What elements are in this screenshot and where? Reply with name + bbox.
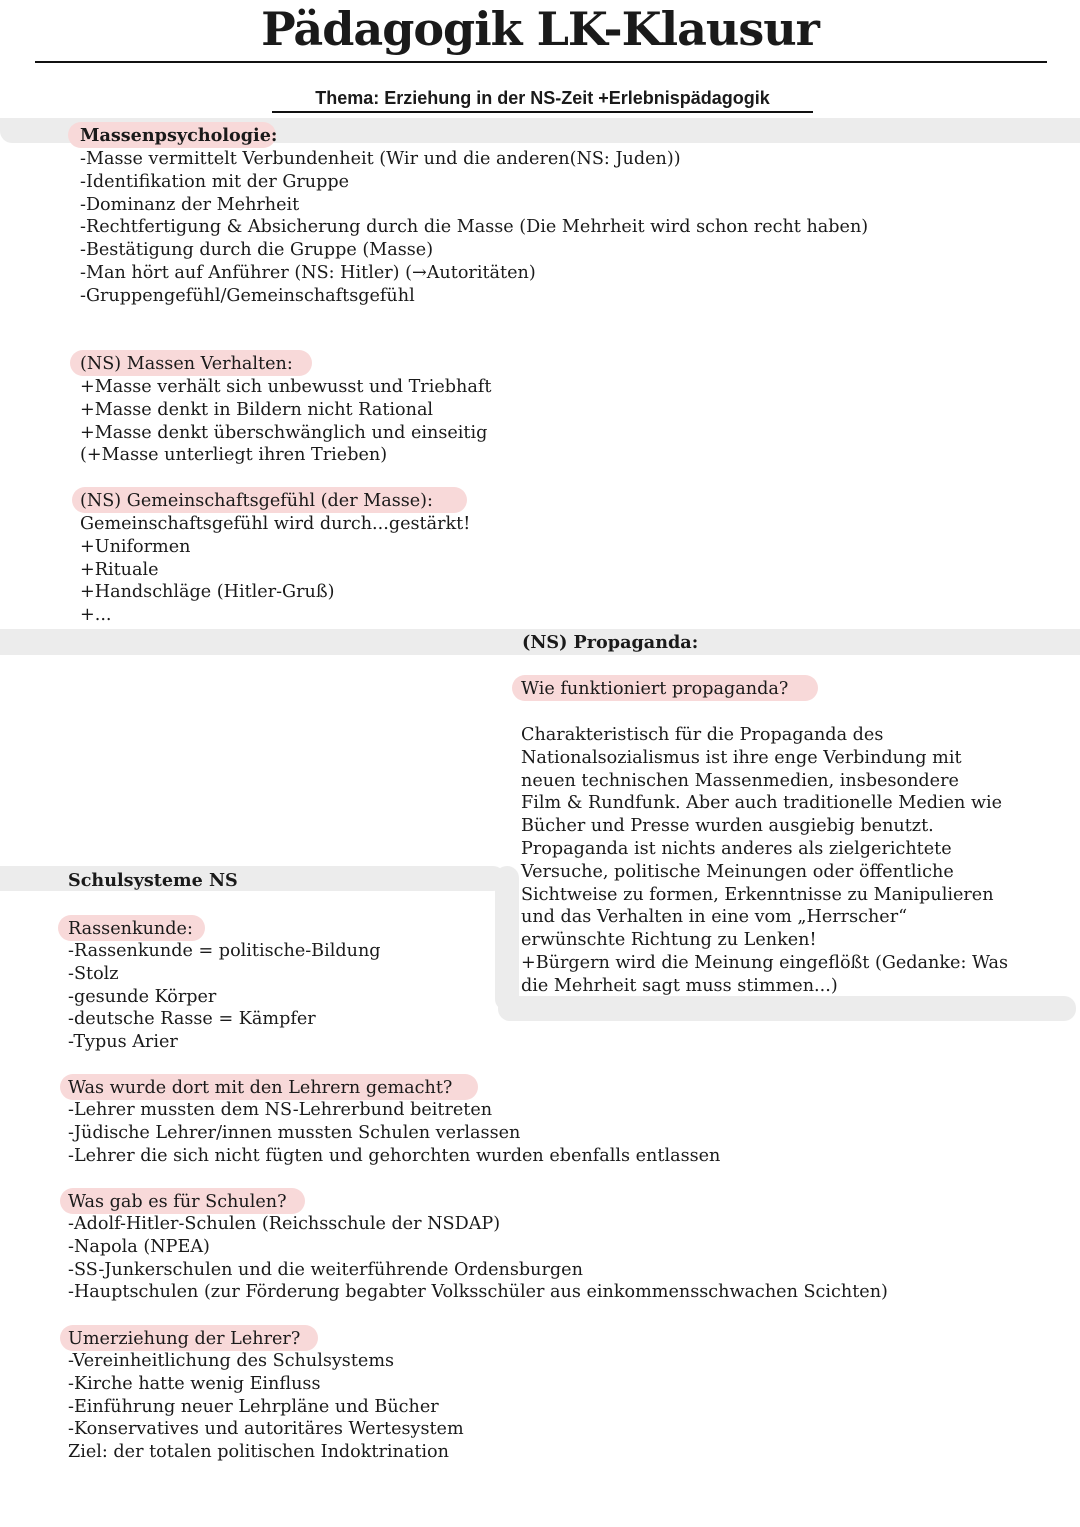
massenpsychologie-list — [80, 148, 868, 308]
list-item: -Rechtfertigung & Absicherung durch die Masse (Die Mehrheit wird schon recht haben) — [80, 217, 869, 238]
topic-heading: Thema: Erziehung in der NS-Zeit +Erlebnispädagogik — [272, 88, 813, 113]
paragraph-line: die Mehrheit sagt muss stimmen...) — [521, 975, 838, 996]
massen-verhalten-list — [80, 376, 491, 467]
paragraph-line: +Bürgern wird die Meinung eingeflößt (Gedanke: Was — [521, 952, 1009, 973]
gemeinschaftsgefuehl-list — [80, 513, 470, 627]
paragraph-line: erwünschte Richtung zu Lenken! — [521, 930, 817, 951]
list-item: -Vereinheitlichung des Schulsystems — [68, 1351, 395, 1371]
paragraph-line: und das Verhalten in eine vom „Herrscher“ — [521, 907, 908, 928]
propaganda-box-side — [495, 866, 519, 1011]
list-item: Ziel: der totalen politischen Indoktrination — [68, 1442, 449, 1463]
list-item: -Typus Arier — [68, 1032, 178, 1053]
propaganda-heading: (NS) Propaganda: — [522, 632, 699, 653]
lehrer-list — [68, 1099, 720, 1167]
list-item: -deutsche Rasse = Kämpfer — [68, 1009, 316, 1030]
umerziehung-heading: Umerziehung der Lehrer? — [68, 1329, 301, 1349]
gemeinschaftsgefuehl-heading: (NS) Gemeinschaftsgefühl (der Masse): — [80, 491, 433, 511]
list-item: +Handschläge (Hitler-Gruß) — [80, 582, 335, 603]
schulen-heading: Was gab es für Schulen? — [68, 1192, 287, 1212]
list-item: -Kirche hatte wenig Einfluss — [68, 1373, 321, 1394]
massen-verhalten-heading: (NS) Massen Verhalten: — [80, 354, 293, 374]
list-item: -Stolz — [68, 963, 119, 984]
paragraph-line: Bücher und Presse wurden ausgiebig benutzt. — [521, 816, 934, 837]
list-item: -Identifikation mit der Gruppe — [80, 171, 350, 192]
list-item: -Bestätigung durch die Gruppe (Masse) — [80, 240, 434, 261]
list-item: -Rassenkunde = politische-Bildung — [68, 941, 381, 961]
paragraph-line: Versuche, politische Meinungen oder öffentliche — [521, 861, 954, 882]
paragraph-line: neuen technischen Massenmedien, insbesondere — [521, 770, 959, 791]
paragraph-line: Propaganda ist nichts anderes als zielgerichtete — [521, 838, 952, 859]
schulen-list — [68, 1213, 888, 1304]
propaganda-question: Wie funktioniert propaganda? — [521, 679, 789, 699]
paragraph-line: Sichtweise zu formen, Erkenntnisse zu Manipulieren — [521, 884, 994, 905]
umerziehung-list — [68, 1350, 464, 1464]
list-item: -Lehrer mussten dem NS-Lehrerbund beitreten — [68, 1100, 493, 1120]
paragraph-line: Film & Rundfunk. Aber auch traditionelle Medien wie — [521, 793, 1003, 814]
list-item: +Masse denkt in Bildern nicht Rational — [80, 399, 434, 420]
propaganda-box-bottom — [498, 996, 1076, 1021]
paragraph-line: Nationalsozialismus ist ihre enge Verbindung mit — [521, 747, 962, 768]
paragraph-line: Charakteristisch für die Propaganda des — [521, 725, 884, 745]
title-divider — [35, 61, 1047, 63]
list-item: -Hauptschulen (zur Förderung begabter Volksschüler aus einkommensschwachen Scichten) — [68, 1282, 888, 1303]
list-item: (+Masse unterliegt ihren Trieben) — [80, 445, 388, 466]
rassenkunde-list — [68, 940, 381, 1054]
list-item: -Jüdische Lehrer/innen mussten Schulen verlassen — [68, 1122, 521, 1143]
list-item: +... — [80, 605, 112, 626]
list-item: -Man hört auf Anführer (NS: Hitler) (→Autoritäten) — [80, 262, 536, 283]
list-item: +Masse denkt überschwänglich und einseitig — [80, 422, 488, 443]
list-item: -Konservatives und autoritäres Wertesystem — [68, 1419, 464, 1440]
list-item: -Einführung neuer Lehrpläne und Bücher — [68, 1396, 439, 1417]
list-item: -SS-Junkerschulen und die weiterführende Ordensburgen — [68, 1259, 583, 1280]
list-item: -Dominanz der Mehrheit — [80, 194, 300, 215]
page-title: Pädagogik LK-Klausur — [261, 2, 819, 56]
list-item: -gesunde Körper — [68, 986, 217, 1007]
list-item: -Masse vermittelt Verbundenheit (Wir und die anderen(NS: Juden)) — [80, 149, 681, 169]
rassenkunde-heading: Rassenkunde: — [68, 919, 193, 939]
list-item: -Lehrer die sich nicht fügten und gehorchten wurden ebenfalls entlassen — [68, 1145, 721, 1166]
list-item: -Adolf-Hitler-Schulen (Reichsschule der NSDAP) — [68, 1214, 501, 1234]
list-item: Gemeinschaftsgefühl wird durch...gestärkt! — [80, 514, 471, 534]
list-item: -Gruppengefühl/Gemeinschaftsgefühl — [80, 285, 415, 306]
lehrer-heading: Was wurde dort mit den Lehrern gemacht? — [68, 1078, 453, 1098]
propaganda-paragraph — [521, 724, 1008, 998]
list-item: +Masse verhält sich unbewusst und Triebhaft — [80, 377, 492, 397]
schulsysteme-heading: Schulsysteme NS — [68, 870, 238, 891]
list-item: +Rituale — [80, 559, 159, 580]
list-item: -Napola (NPEA) — [68, 1236, 210, 1257]
massenpsychologie-heading: Massenpsychologie: — [80, 125, 278, 146]
list-item: +Uniformen — [80, 536, 191, 557]
